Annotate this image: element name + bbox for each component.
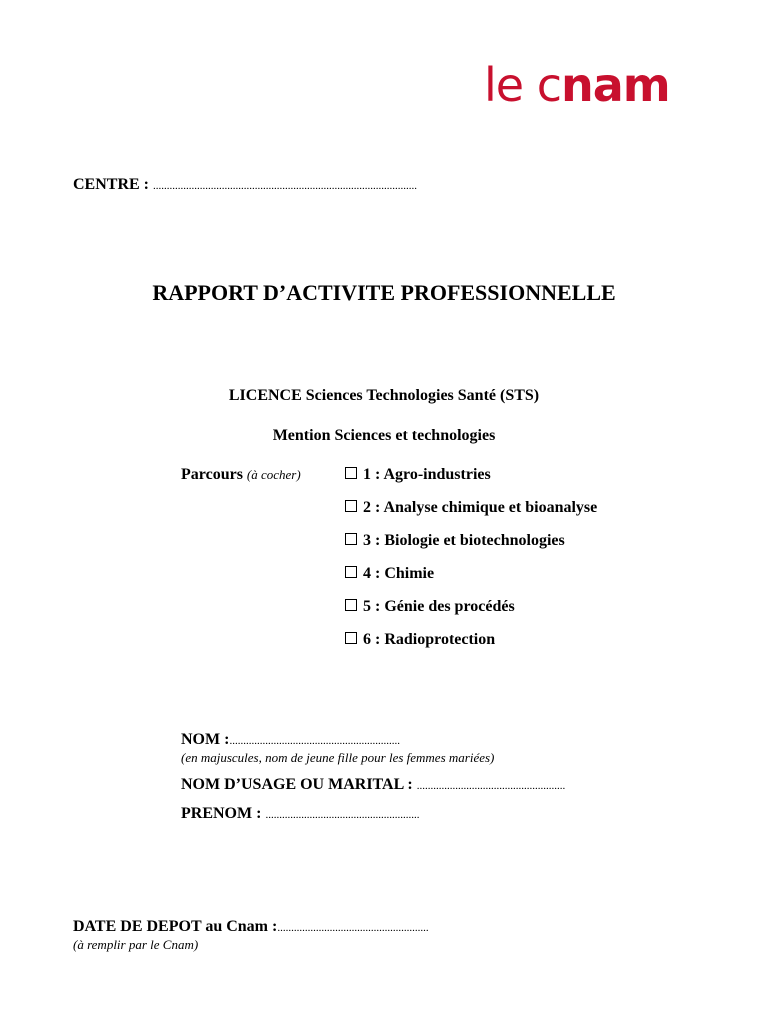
nom-usage-label: NOM D’USAGE OU MARITAL : xyxy=(181,776,413,793)
nom-dots[interactable]: .............................................................. xyxy=(229,735,400,747)
checkbox-icon[interactable] xyxy=(345,632,357,644)
parcours-option-label: 3 : Biologie et biotechnologies xyxy=(363,532,565,549)
parcours-option-label: 6 : Radioprotection xyxy=(363,631,496,648)
mention-line: Mention Sciences et technologies xyxy=(272,427,496,444)
checkbox-icon[interactable] xyxy=(345,500,357,512)
parcours-option-label: 1 : Agro-industries xyxy=(363,466,491,483)
parcours-hint: (à cocher) xyxy=(246,467,301,482)
logo-part-le-c: le c xyxy=(484,58,561,112)
nom-label: NOM : xyxy=(181,731,230,748)
parcours-option-5[interactable] xyxy=(345,598,515,616)
parcours-option-3[interactable] xyxy=(345,532,565,550)
date-depot-note: (à remplir par le Cnam) xyxy=(73,937,199,952)
nom-field[interactable] xyxy=(181,731,400,749)
document-title: RAPPORT D’ACTIVITE PROFESSIONNELLE xyxy=(152,280,616,305)
prenom-dots[interactable]: ........................................................ xyxy=(265,809,420,821)
parcours-option-1[interactable] xyxy=(345,466,491,484)
checkbox-icon[interactable] xyxy=(345,599,357,611)
nom-note: (en majuscules, nom de jeune fille pour les femmes mariées) xyxy=(181,750,495,765)
checkbox-icon[interactable] xyxy=(345,566,357,578)
nom-usage-field[interactable] xyxy=(181,776,565,794)
date-depot-field[interactable] xyxy=(73,918,429,936)
parcours-label: Parcours xyxy=(181,466,243,483)
date-depot-label: DATE DE DEPOT au Cnam : xyxy=(73,918,278,935)
checkbox-icon[interactable] xyxy=(345,533,357,545)
parcours-option-2[interactable] xyxy=(345,499,597,517)
cnam-logo xyxy=(484,58,670,112)
parcours-label-group xyxy=(181,466,301,484)
parcours-option-label: 5 : Génie des procédés xyxy=(363,598,515,615)
centre-label: CENTRE : xyxy=(73,176,150,193)
parcours-option-label: 2 : Analyse chimique et bioanalyse xyxy=(363,499,598,516)
centre-field xyxy=(73,176,417,194)
nom-usage-dots[interactable]: ...................................................... xyxy=(416,780,566,792)
parcours-option-4[interactable] xyxy=(345,565,434,583)
licence-line: LICENCE Sciences Technologies Santé (STS) xyxy=(228,387,540,404)
centre-dots: ................................................................................................ xyxy=(153,180,418,192)
prenom-label: PRENOM : xyxy=(181,805,262,822)
parcours-option-label: 4 : Chimie xyxy=(363,565,435,582)
checkbox-icon[interactable] xyxy=(345,467,357,479)
parcours-option-6[interactable] xyxy=(345,631,495,649)
prenom-field[interactable] xyxy=(181,805,419,823)
date-depot-dots[interactable]: ....................................................... xyxy=(277,922,429,934)
logo-part-nam: nam xyxy=(561,58,670,112)
